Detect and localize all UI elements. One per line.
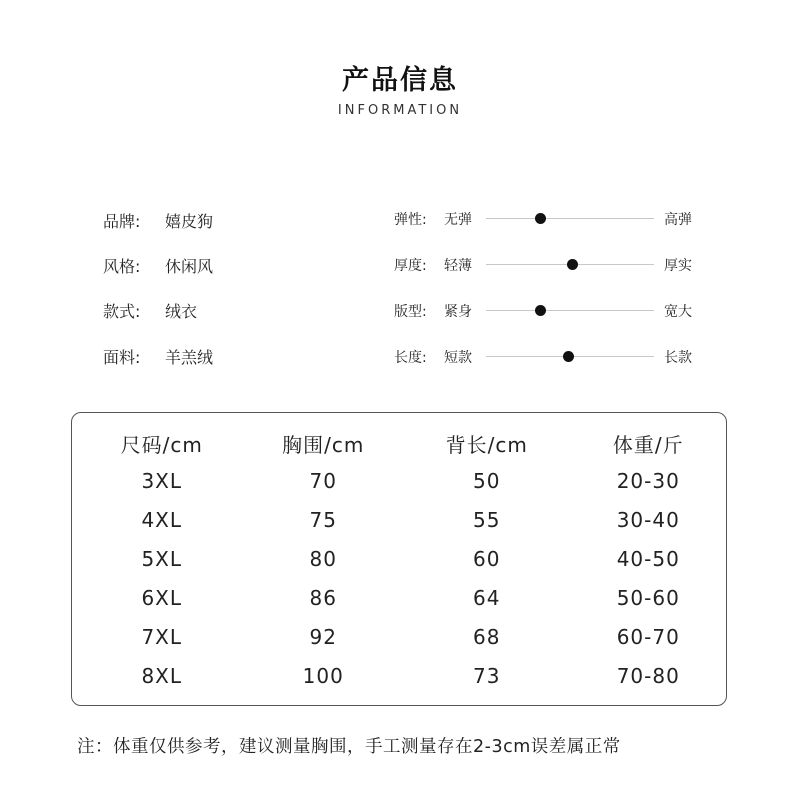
scale-fit	[394, 299, 704, 323]
scale-indicator-dot	[563, 351, 574, 362]
scale-elasticity	[394, 207, 704, 231]
back-length-cell: 64	[473, 586, 501, 610]
back-length-cell: 73	[473, 664, 501, 688]
scale-low-label: 轻薄	[444, 258, 472, 274]
weight-cell: 50-60	[616, 586, 680, 610]
scale-track	[486, 207, 654, 231]
page-title: 产品信息	[342, 65, 458, 96]
size-cell: 8XL	[141, 664, 183, 688]
attr-label: 风格:	[103, 256, 141, 276]
table-row	[72, 625, 728, 655]
table-row	[72, 547, 728, 577]
header-cell: 胸围/cm	[282, 433, 365, 457]
scale-line	[486, 218, 654, 219]
chest-cell: 86	[309, 586, 337, 610]
scale-line	[486, 310, 654, 311]
scale-name: 厚度:	[394, 258, 427, 274]
weight-cell: 70-80	[616, 664, 680, 688]
attr-fabric	[103, 344, 213, 368]
chest-cell: 100	[302, 664, 344, 688]
scale-name: 版型:	[394, 304, 427, 320]
header-cell: 体重/斤	[612, 433, 684, 457]
table-row	[72, 664, 728, 694]
scale-high-label: 高弹	[664, 212, 692, 228]
page-subtitle: INFORMATION	[337, 103, 463, 118]
footnote: 注：体重仅供参考，建议测量胸围，手工测量存在2-3cm误差属正常	[77, 737, 621, 757]
chest-cell: 75	[309, 508, 337, 532]
chest-cell: 70	[309, 469, 337, 493]
scale-thickness	[394, 253, 704, 277]
size-table	[71, 412, 727, 706]
scale-track	[486, 253, 654, 277]
weight-cell: 20-30	[616, 469, 680, 493]
attr-value: 绒衣	[165, 301, 198, 321]
scale-low-label: 无弹	[444, 212, 472, 228]
weight-cell: 40-50	[616, 547, 680, 571]
scale-high-label: 厚实	[664, 258, 692, 274]
scale-high-label: 宽大	[664, 304, 692, 320]
table-row	[72, 508, 728, 538]
scale-name: 长度:	[394, 350, 427, 366]
attr-label: 款式:	[103, 301, 141, 321]
chest-cell: 80	[309, 547, 337, 571]
scale-indicator-dot	[535, 213, 546, 224]
scale-low-label: 紧身	[444, 304, 472, 320]
scale-name: 弹性:	[394, 212, 427, 228]
scale-low-label: 短款	[444, 350, 472, 366]
size-cell: 6XL	[141, 586, 183, 610]
table-row	[72, 469, 728, 499]
back-length-cell: 60	[473, 547, 501, 571]
back-length-cell: 68	[473, 625, 501, 649]
size-cell: 4XL	[141, 508, 183, 532]
attr-value: 羊羔绒	[165, 347, 214, 367]
scale-high-label: 长款	[664, 350, 692, 366]
scale-track	[486, 299, 654, 323]
size-cell: 5XL	[141, 547, 183, 571]
size-table-header	[72, 429, 728, 459]
attr-value: 嬉皮狗	[165, 211, 214, 231]
header-cell: 背长/cm	[445, 433, 528, 457]
back-length-cell: 50	[473, 469, 501, 493]
table-row	[72, 586, 728, 616]
chest-cell: 92	[309, 625, 337, 649]
attr-value: 休闲风	[165, 256, 214, 276]
attr-label: 面料:	[103, 347, 141, 367]
scale-track	[486, 345, 654, 369]
attr-style	[103, 253, 213, 277]
scale-indicator-dot	[535, 305, 546, 316]
weight-cell: 30-40	[616, 508, 680, 532]
header-cell: 尺码/cm	[120, 433, 203, 457]
scale-length	[394, 345, 704, 369]
scale-indicator-dot	[567, 259, 578, 270]
size-cell: 3XL	[141, 469, 183, 493]
attr-brand	[103, 208, 213, 232]
back-length-cell: 55	[473, 508, 501, 532]
size-cell: 7XL	[141, 625, 183, 649]
attr-label: 品牌:	[103, 211, 141, 231]
weight-cell: 60-70	[616, 625, 680, 649]
attr-type	[103, 298, 197, 322]
